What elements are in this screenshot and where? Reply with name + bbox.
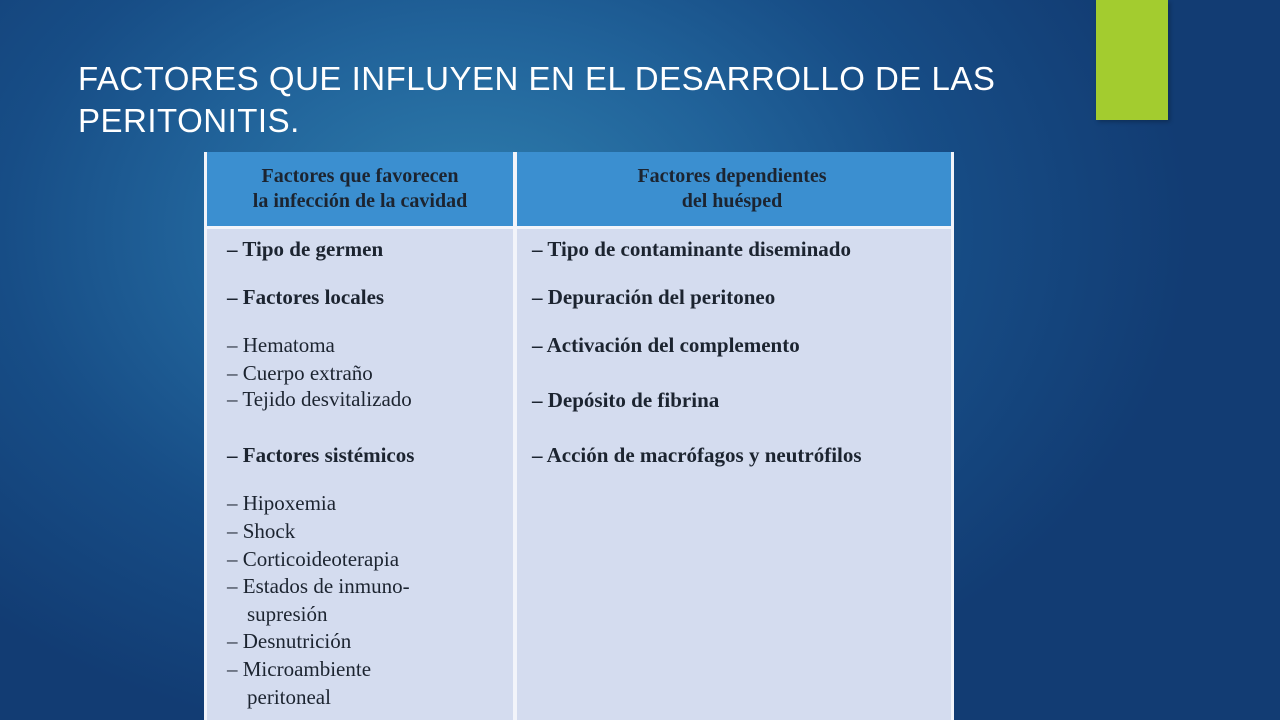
accent-bar — [1096, 0, 1168, 120]
list-item: peritoneal — [247, 685, 331, 709]
list-item: – Factores locales — [227, 285, 385, 309]
factors-table — [204, 152, 954, 720]
list-item: – Tipo de contaminante diseminado — [532, 237, 851, 261]
list-item: supresión — [247, 602, 328, 626]
list-item: – Cuerpo extraño — [227, 361, 373, 385]
header-infection-factors: Factores que favorecen la infección de la cavidad — [252, 165, 468, 212]
header-host-factors: Factores dependientes del huésped — [637, 165, 827, 212]
header-divider — [207, 226, 951, 229]
list-item: – Depuración del peritoneo — [532, 285, 776, 309]
slide-title: FACTORES QUE INFLUYEN EN EL DESARROLLO DE LAS PERITONITIS. — [78, 60, 996, 139]
list-item: – Acción de macrófagos y neutrófilos — [532, 443, 862, 467]
list-item: – Activación del complemento — [532, 333, 800, 357]
list-item: – Desnutrición — [227, 629, 352, 653]
list-item: – Corticoideoterapia — [227, 547, 400, 571]
list-item: – Tipo de germen — [227, 237, 384, 261]
list-item: – Factores sistémicos — [227, 443, 415, 467]
list-item: – Shock — [227, 519, 296, 543]
table-header-row — [207, 152, 951, 226]
list-item: – Hipoxemia — [227, 491, 337, 515]
list-item: – Tejido desvitalizado — [227, 387, 412, 411]
list-item: – Depósito de fibrina — [532, 388, 720, 412]
list-item: – Hematoma — [227, 333, 335, 357]
list-item: – Estados de inmuno- — [227, 574, 410, 598]
column-divider — [513, 152, 517, 720]
list-item: – Microambiente — [227, 657, 372, 681]
